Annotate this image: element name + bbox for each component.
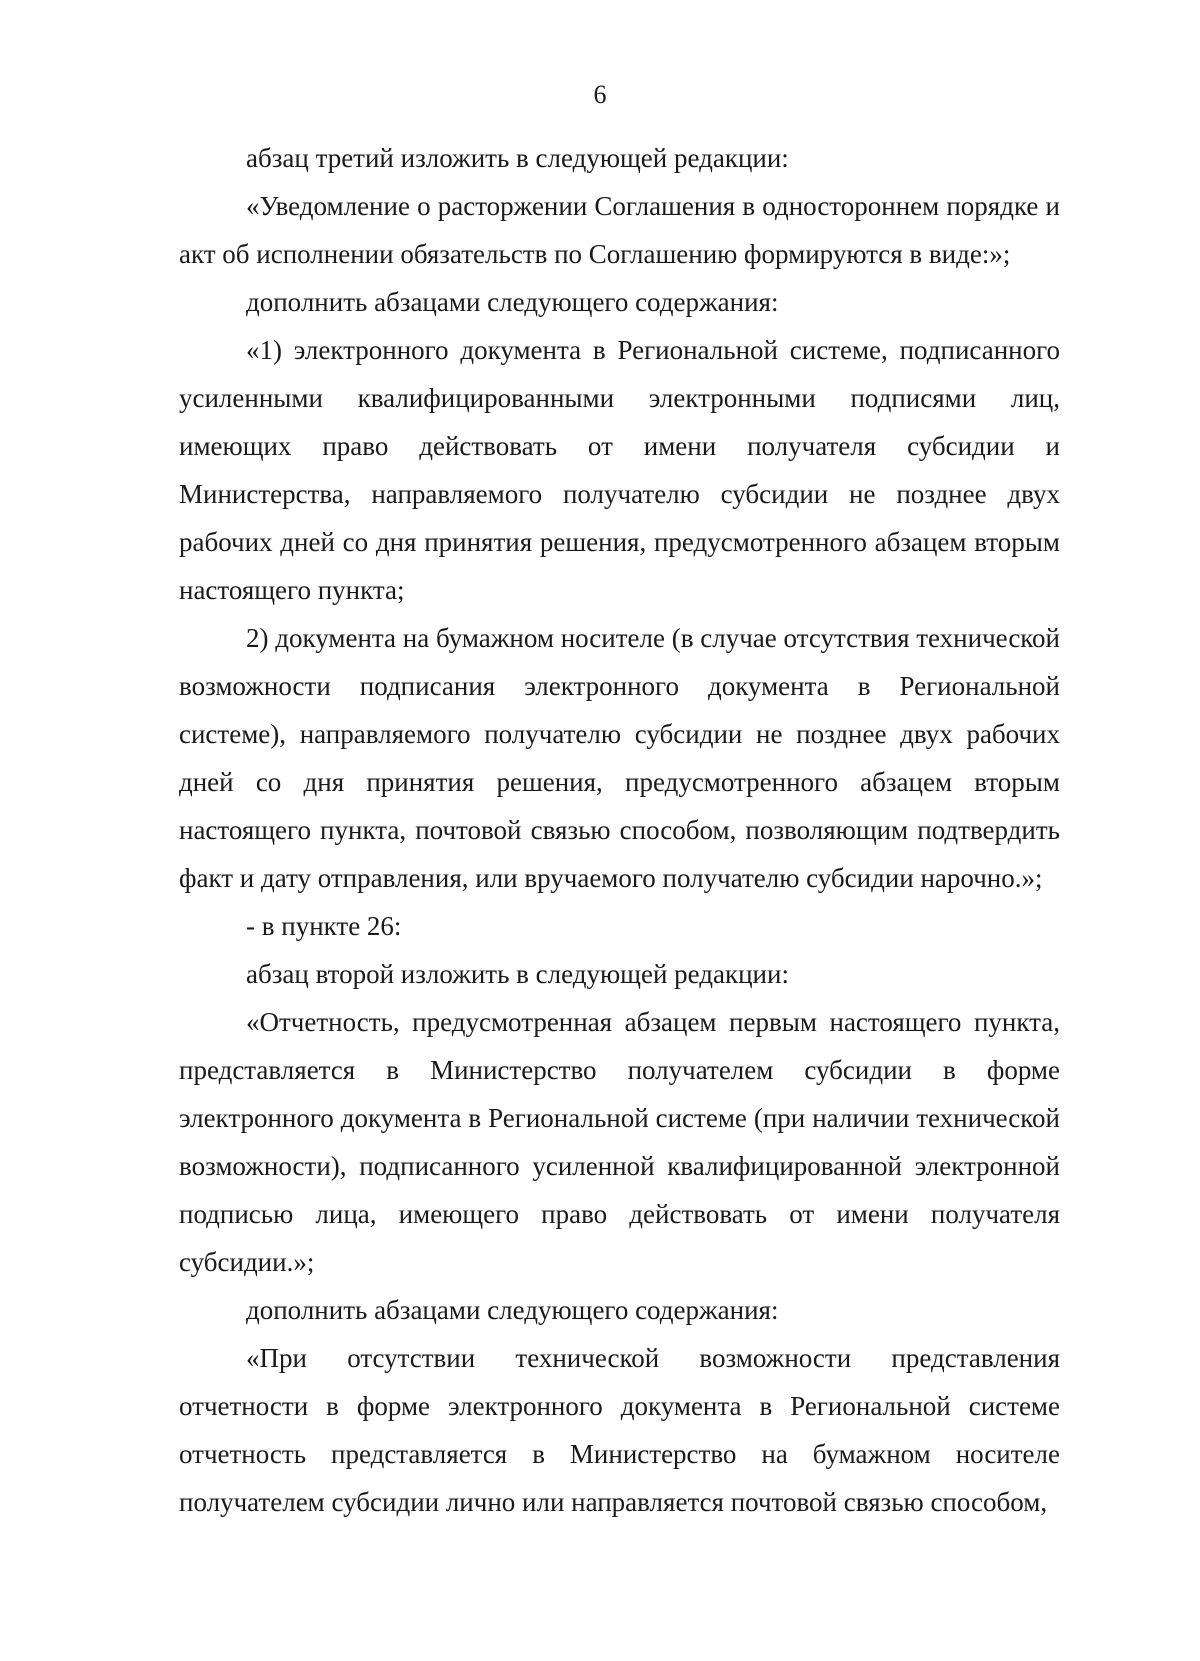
page-number: 6 [593,80,607,109]
paragraph-add-content: дополнить абзацами следующего содержания: [246,287,779,317]
paragraph-add-content-2: дополнить абзацами следующего содержания: [246,1295,779,1325]
paragraph-clause-26: - в пункте 26: [246,911,402,941]
paragraph-amend-third: абзац третий изложить в следующей редакции: [246,143,789,173]
paragraph-reporting: «Отчетность, предусмотренная абзацем первым настоящего пункта, представляется в Министерство получателем субсидии в форме электронного документа в Региональной системе (при наличии технической возможности), подписанного усиленной квалифицированной электронной подписью лица, имеющего право действовать от имени получателя субсидии.»; [179,1007,1060,1277]
paragraph-notice-termination: «Уведомление о расторжении Соглашения в одностороннем порядке и акт об исполнении обязательств по Соглашению формируются в виде:»; [179,191,1060,269]
paragraph-item-1: «1) электронного документа в Региональной системе, подписанного усиленными квалифицированными электронными подписями лиц, имеющих право действовать от имени получателя субсидии и Министерства, направляемого получателю субсидии не позднее двух рабочих дней со дня принятия решения, предусмотренного абзацем вторым настоящего пункта; [179,335,1060,605]
paragraph-amend-second: абзац второй изложить в следующей редакции: [246,959,789,989]
document-body [179,134,1060,1526]
paragraph-no-technical-possibility: «При отсутствии технической возможности представления отчетности в форме электронного документа в Региональной системе отчетность представляется в Министерство на бумажном носителе получателем субсидии лично или направляется почтовой связью способом, [179,1343,1060,1517]
paragraph-item-2: 2) документа на бумажном носителе (в случае отсутствия технической возможности подписания электронного документа в Региональной системе), направляемого получателю субсидии не позднее двух рабочих дней со дня принятия решения, предусмотренного абзацем вторым настоящего пункта, почтовой связью способом, позволяющим подтвердить факт и дату отправления, или вручаемого получателю субсидии нарочно.»; [179,623,1060,893]
